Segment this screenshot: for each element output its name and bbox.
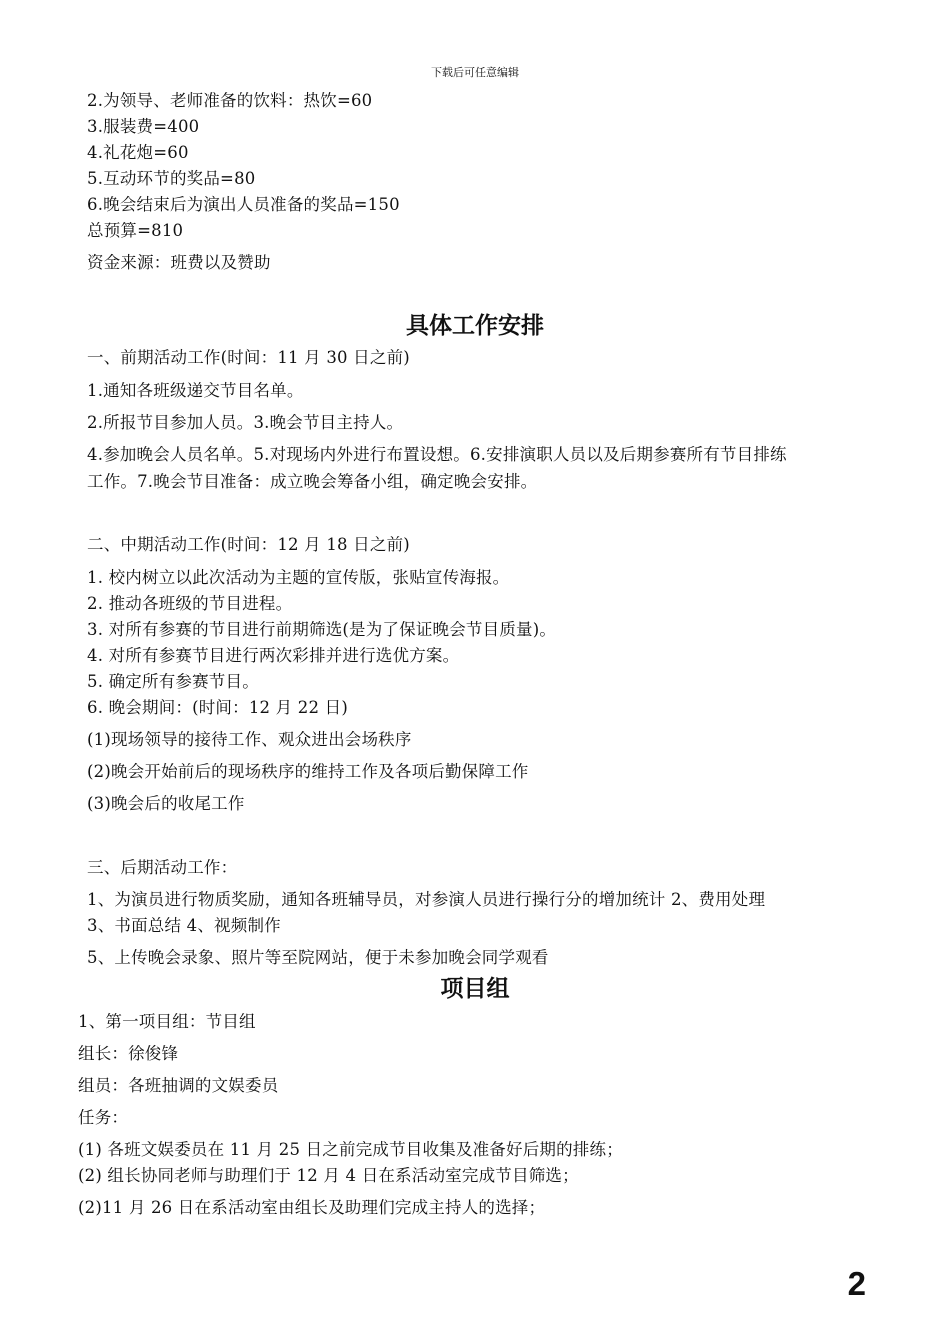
budget-item: 3.服装费=400 — [87, 117, 200, 136]
early-phase-line: 2.所报节目参加人员。3.晚会节目主持人。 — [87, 413, 404, 432]
middle-phase-line: 4. 对所有参赛节目进行两次彩排并进行选优方案。 — [87, 646, 460, 665]
middle-phase-heading: 二、中期活动工作(时间：12 月 18 日之前) — [87, 535, 410, 554]
project-line: 组长：徐俊锋 — [78, 1044, 179, 1063]
project-line: 1、第一项目组：节目组 — [78, 1012, 256, 1031]
middle-phase-line: 5. 确定所有参赛节目。 — [87, 672, 259, 691]
middle-phase-line: 6. 晚会期间：(时间：12 月 22 日) — [87, 698, 348, 717]
middle-phase-line: 1. 校内树立以此次活动为主题的宣传版，张贴宣传海报。 — [87, 568, 510, 587]
page-header-note: 下载后可任意编辑 — [431, 66, 519, 79]
project-line: (1) 各班文娱委员在 11 月 25 日之前完成节目收集及准备好后期的排练； — [78, 1140, 623, 1159]
project-line: 组员：各班抽调的文娱委员 — [78, 1076, 279, 1095]
project-group-title: 项目组 — [440, 976, 510, 1002]
project-line: (2)11 月 26 日在系活动室由组长及助理们完成主持人的选择； — [78, 1198, 546, 1217]
budget-item: 2.为领导、老师准备的饮料：热饮=60 — [87, 91, 373, 110]
early-phase-line: 工作。7.晚会节目准备：成立晚会筹备小组，确定晚会安排。 — [87, 472, 538, 491]
budget-item: 6.晚会结束后为演出人员准备的奖品=150 — [87, 195, 400, 214]
middle-phase-line: 3. 对所有参赛的节目进行前期筛选(是为了保证晚会节目质量)。 — [87, 620, 557, 639]
middle-phase-line: 2. 推动各班级的节目进程。 — [87, 594, 293, 613]
early-phase-line: 1.通知各班级递交节目名单。 — [87, 381, 304, 400]
work-arrangement-title: 具体工作安排 — [406, 313, 544, 339]
project-line: 任务： — [78, 1108, 129, 1127]
early-phase-heading: 一、前期活动工作(时间：11 月 30 日之前) — [87, 348, 410, 367]
late-phase-line: 5、上传晚会录象、照片等至院网站，便于未参加晚会同学观看 — [87, 948, 549, 967]
project-line: (2) 组长协同老师与助理们于 12 月 4 日在系活动室完成节目筛选； — [78, 1166, 579, 1185]
late-phase-heading: 三、后期活动工作： — [87, 858, 238, 877]
late-phase-line: 3、书面总结 4、视频制作 — [87, 916, 281, 935]
late-phase-line: 1、为演员进行物质奖励，通知各班辅导员，对参演人员进行操行分的增加统计 2、费用处理 — [87, 890, 766, 909]
budget-source: 资金来源：班费以及赞助 — [87, 253, 271, 272]
middle-phase-line: (1)现场领导的接待工作、观众进出会场秩序 — [87, 730, 412, 749]
budget-total: 总预算=810 — [87, 221, 184, 240]
middle-phase-line: (2)晚会开始前后的现场秩序的维持工作及各项后勤保障工作 — [87, 762, 529, 781]
budget-item: 5.互动环节的奖品=80 — [87, 169, 256, 188]
page-number: 2 — [847, 1265, 866, 1302]
early-phase-line: 4.参加晚会人员名单。5.对现场内外进行布置设想。6.安排演职人员以及后期参赛所有节目排练 — [87, 445, 787, 464]
middle-phase-line: (3)晚会后的收尾工作 — [87, 794, 245, 813]
budget-item: 4.礼花炮=60 — [87, 143, 189, 162]
